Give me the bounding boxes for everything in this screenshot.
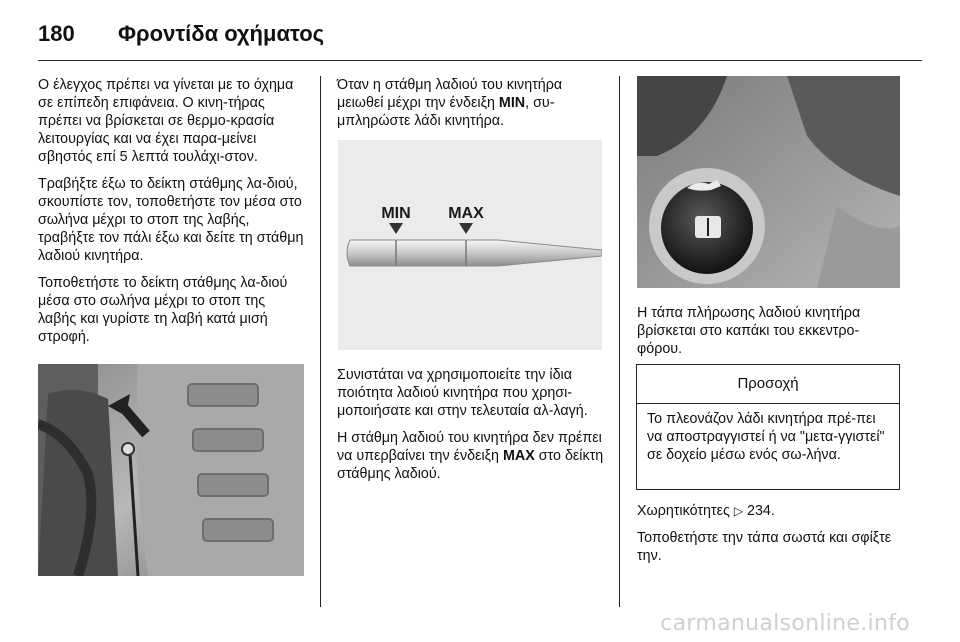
paragraph-replace-cap: Τοποθετήστε την τάπα σωστά και σφίξτε την. <box>637 530 892 564</box>
paragraph-capacities: Χωρητικότητες ▷ 234. <box>637 503 775 519</box>
header-rule <box>38 60 922 61</box>
caution-text: Το πλεονάζον λάδι κινητήρα πρέ-πει να αποστραγγιστεί ή να "μετα-γγιστεί" σε δοχείο μέσω ενός σω-λήνα. <box>647 411 885 463</box>
watermark-text: carmanualsonline.info <box>660 611 910 636</box>
right-column-upper <box>637 304 903 367</box>
engine-photo-dipstick <box>38 364 304 576</box>
dipstick-min-max-diagram <box>338 140 602 350</box>
middle-column-lower <box>337 366 609 492</box>
column-divider-1 <box>320 76 321 607</box>
paragraph-check-conditions: Ο έλεγχος πρέπει να γίνεται με το όχημα σε επίπεδη επιφάνεια. Ο κινη-τήρας πρέπει να βρίσκεται σε θερμο-κρασία λειτουργίας και να έχει παρα-μείνει σβηστός επί 5 λεπτά τουλάχι-στον. <box>38 77 294 165</box>
column-divider-2 <box>619 76 620 607</box>
paragraph-max-level: Η στάθμη λαδιού του κινητήρα δεν πρέπει να υπερβαίνει την ένδειξη MAX στο δείκτη στάθμης λαδιού. <box>337 430 604 482</box>
middle-column <box>337 76 607 139</box>
caution-box <box>636 364 900 490</box>
engine-photo-oil-cap <box>637 76 900 288</box>
min-label: MIN <box>381 205 411 222</box>
dipstick-icon <box>347 240 602 266</box>
paragraph-oil-quality: Συνιστάται να χρησιμοποιείτε την ίδια ποιότητα λαδιού κινητήρα που χρησι-μοποιήσατε και στην τελευταία αλ-λαγή. <box>337 367 588 419</box>
paragraph-oil-cap-location: Η τάπα πλήρωσης λαδιού κινητήρα βρίσκεται στο καπάκι του εκκεντρο-φόρου. <box>637 305 861 357</box>
right-column-lower <box>637 502 903 574</box>
min-marker-icon <box>389 223 403 234</box>
max-marker-icon <box>459 223 473 234</box>
page-reference-icon[interactable]: ▷ <box>733 504 744 518</box>
page-header <box>38 14 324 54</box>
page-number: 180 <box>38 21 75 46</box>
paragraph-insert-dipstick: Τοποθετήστε το δείκτη στάθμης λα-διού μέσα στο σωλήνα μέχρι το στοπ της λαβής και γυρίστε τη λαβή κατά μισή στροφή. <box>38 275 288 345</box>
paragraph-pull-dipstick: Τραβήξτε έξω το δείκτη στάθμης λα-διού, σκουπίστε τον, τοποθετήστε τον μέσα στο σωλήνα μέχρι το στοπ της λαβής, τραβήξτε τον πάλι έξω και δείτε τη στάθμη λαδιού κινητήρα. <box>38 176 304 264</box>
page-title: Φροντίδα οχήματος <box>118 21 325 46</box>
max-label: MAX <box>448 205 484 222</box>
left-column <box>38 76 304 355</box>
page-reference-link[interactable]: 234. <box>747 503 775 519</box>
caution-title: Προσοχή <box>637 365 899 404</box>
paragraph-min-refill: Όταν η στάθμη λαδιού του κινητήρα μειωθεί μέχρι την ένδειξη MIN, συ-μπληρώστε λάδι κινητήρα. <box>337 77 563 129</box>
